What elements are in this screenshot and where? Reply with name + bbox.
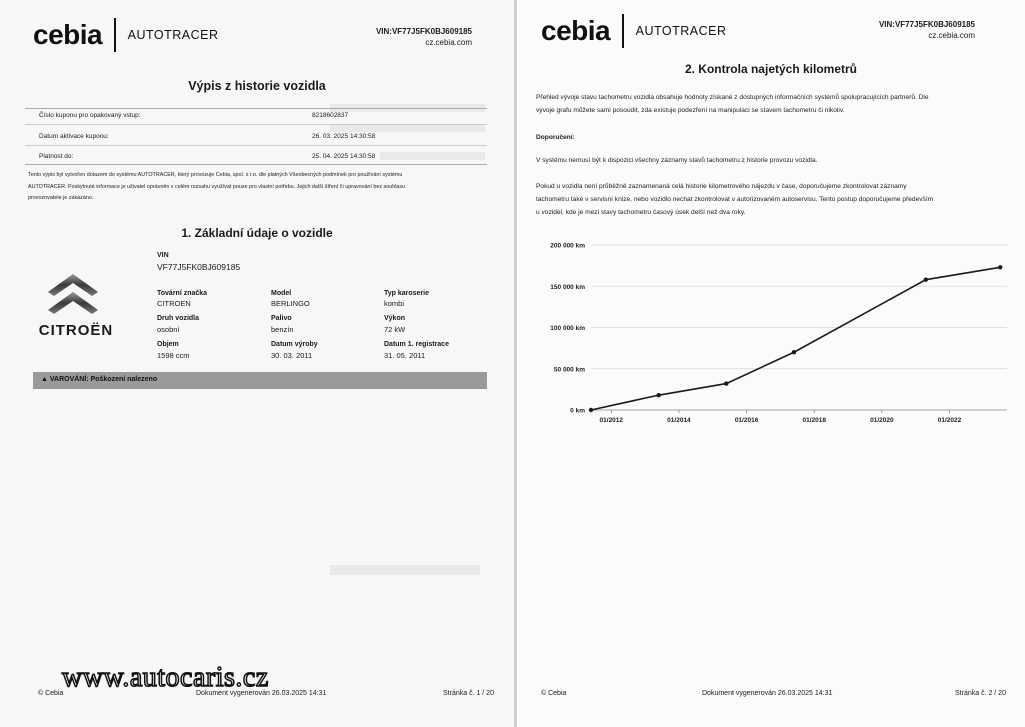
coupon-number-label: Číslo kuponu pro opakovaný vstup: bbox=[39, 112, 141, 119]
field-value-production-date: 30. 03. 2011 bbox=[271, 351, 313, 360]
vin-label: VIN bbox=[157, 252, 169, 259]
recommendation-line: tachometru také v servisní knize, nebo vozidlo nechat zkontrolovat v autorizovaném autoservisu. Tento postup doporučujeme především bbox=[536, 196, 934, 203]
data-point bbox=[924, 277, 928, 281]
vin-value: VF77J5FK0BJ609185 bbox=[157, 262, 241, 272]
field-value-type: osobní bbox=[157, 325, 180, 334]
data-point bbox=[724, 381, 728, 385]
coupon-activation-label: Datum aktivace kuponu: bbox=[39, 133, 109, 140]
logo-product: AUTOTRACER bbox=[127, 28, 219, 42]
site-url: cz.cebia.com bbox=[928, 31, 975, 40]
y-tick-label: 200 000 km bbox=[550, 242, 585, 250]
field-value-model: BERLINGO bbox=[271, 299, 310, 308]
disclaimer-line: AUTOTRACER. Poskytnuté informace je uživatel oprávněn v celém rozsahu využívat pouze pro vlastní potřebu. Jejich další šíření či upravování bez souhlasu bbox=[28, 184, 406, 190]
bleed-through-mark bbox=[380, 152, 485, 160]
coupon-validity-label: Platnost do: bbox=[39, 153, 74, 160]
logo-brand: cebia bbox=[541, 15, 611, 46]
bleed-through-mark bbox=[330, 565, 480, 575]
intro-line: Přehled vývoje stavu tachometru vozidla obsahuje hodnoty získané z dostupných informačních systémů spolupracujících partnerů. Dle bbox=[536, 94, 929, 101]
section-title: 2. Kontrola najetých kilometrů bbox=[684, 62, 858, 76]
footer-copyright: © Cebia bbox=[38, 690, 64, 697]
section-title: 1. Základní údaje o vozidle bbox=[181, 226, 333, 240]
x-tick-label: 01/2014 bbox=[667, 417, 691, 424]
field-value-power: 72 kW bbox=[384, 325, 406, 334]
citroen-wordmark: CITROËN bbox=[38, 322, 114, 339]
coupon-validity-value: 25. 04. 2025 14:30:58 bbox=[312, 153, 376, 160]
footer-page-number: Stránka č. 1 / 20 bbox=[443, 690, 494, 697]
field-label-first-registration: Datum 1. registrace bbox=[384, 341, 449, 348]
field-label-production-date: Datum výroby bbox=[271, 341, 318, 348]
y-tick-label: 50 000 km bbox=[553, 366, 585, 374]
cebia-logo bbox=[33, 18, 219, 52]
data-point bbox=[589, 408, 593, 412]
vin-header-value: VIN:VF77J5FK0BJ609185 bbox=[878, 20, 975, 29]
logo-product: AUTOTRACER bbox=[635, 24, 727, 38]
intro-line: vývoje grafu můžete sami posoudit, zda existuje podezření na manipulaci se stavem tachometru či nikoliv. bbox=[536, 107, 845, 114]
logo-separator bbox=[622, 14, 624, 48]
watermark: www.autocaris.cz bbox=[62, 662, 269, 693]
site-url: cz.cebia.com bbox=[425, 38, 472, 47]
y-tick-label: 0 km bbox=[570, 407, 585, 415]
row-divider bbox=[25, 108, 487, 109]
warning-banner: ▲ VAROVÁNÍ: Poškození nalezeno bbox=[33, 372, 487, 389]
field-label-type: Druh vozidla bbox=[157, 315, 200, 322]
report-page-2 bbox=[517, 0, 1025, 727]
field-label-model: Model bbox=[271, 290, 292, 297]
y-tick-label: 150 000 km bbox=[550, 283, 585, 291]
logo-brand: cebia bbox=[33, 19, 103, 50]
field-value-make: CITROEN bbox=[157, 299, 191, 308]
disclaimer-line: provozovatele je zakázáno. bbox=[28, 195, 94, 201]
x-tick-label: 01/2020 bbox=[870, 417, 894, 424]
footer-copyright: © Cebia bbox=[541, 690, 567, 697]
bleed-through-mark bbox=[330, 124, 485, 132]
coupon-activation-value: 26. 03. 2025 14:30:58 bbox=[312, 133, 376, 140]
recommendation-text: V systému nemusí být k dispozici všechny záznamy stavů tachometru z historie provozu vozidla. bbox=[536, 157, 818, 164]
recommendation-heading: Doporučení: bbox=[536, 134, 575, 141]
page-title: Výpis z historie vozidla bbox=[188, 79, 326, 93]
field-value-fuel: benzín bbox=[271, 325, 294, 334]
recommendation-line: Pokud u vozidla není průběžně zaznamenaná celá historie kilometrového nájezdu v čase, doporučujeme zkontrolovat záznamy bbox=[536, 183, 907, 190]
y-tick-label: 100 000 km bbox=[550, 325, 585, 332]
coupon-number-value: 8218602837 bbox=[312, 112, 349, 119]
data-point bbox=[656, 393, 660, 397]
field-label-make: Tovární značka bbox=[157, 290, 208, 297]
logo-separator bbox=[114, 18, 116, 52]
field-value-body: kombi bbox=[384, 299, 405, 308]
footer-generated: Dokument vygenerován 26.03.2025 14:31 bbox=[702, 690, 833, 697]
x-tick-label: 01/2012 bbox=[599, 417, 624, 424]
row-divider bbox=[25, 164, 487, 165]
footer-page-number: Stránka č. 2 / 20 bbox=[955, 690, 1006, 697]
x-tick-label: 01/2022 bbox=[937, 417, 962, 424]
field-value-displacement: 1598 ccm bbox=[157, 351, 190, 360]
vin-header-value: VIN:VF77J5FK0BJ609185 bbox=[375, 27, 472, 36]
field-value-first-registration: 31. 05. 2011 bbox=[384, 351, 426, 360]
vin-header bbox=[376, 26, 472, 48]
field-label-displacement: Objem bbox=[157, 341, 179, 348]
data-point bbox=[792, 350, 796, 354]
recommendation-line: u vozidel, kde je mezi stavy tachometru časový úsek delší než dva roky. bbox=[536, 209, 746, 216]
x-tick-label: 01/2016 bbox=[734, 417, 759, 424]
cebia-logo bbox=[541, 14, 727, 48]
x-tick-label: 01/2018 bbox=[802, 417, 826, 424]
mileage-chart bbox=[527, 235, 1017, 430]
field-label-power: Výkon bbox=[384, 315, 406, 322]
mileage-line bbox=[591, 267, 1000, 410]
row-divider bbox=[25, 124, 487, 125]
citroen-logo bbox=[26, 270, 126, 345]
field-label-body: Typ karoserie bbox=[384, 290, 430, 297]
data-point bbox=[998, 265, 1002, 269]
disclaimer-line: Tento výpis byl vytvořen dotazem do systému AUTOTRACER, který provozuje Cebia, spol. s r.o. dle platných Všeobecných podmínek pro používání systému bbox=[28, 172, 403, 178]
row-divider bbox=[25, 145, 487, 146]
vin-header bbox=[879, 19, 975, 41]
field-label-fuel: Palivo bbox=[271, 315, 292, 322]
footer-generated: Dokument vygenerován 26.03.2025 14:31 bbox=[196, 690, 327, 697]
